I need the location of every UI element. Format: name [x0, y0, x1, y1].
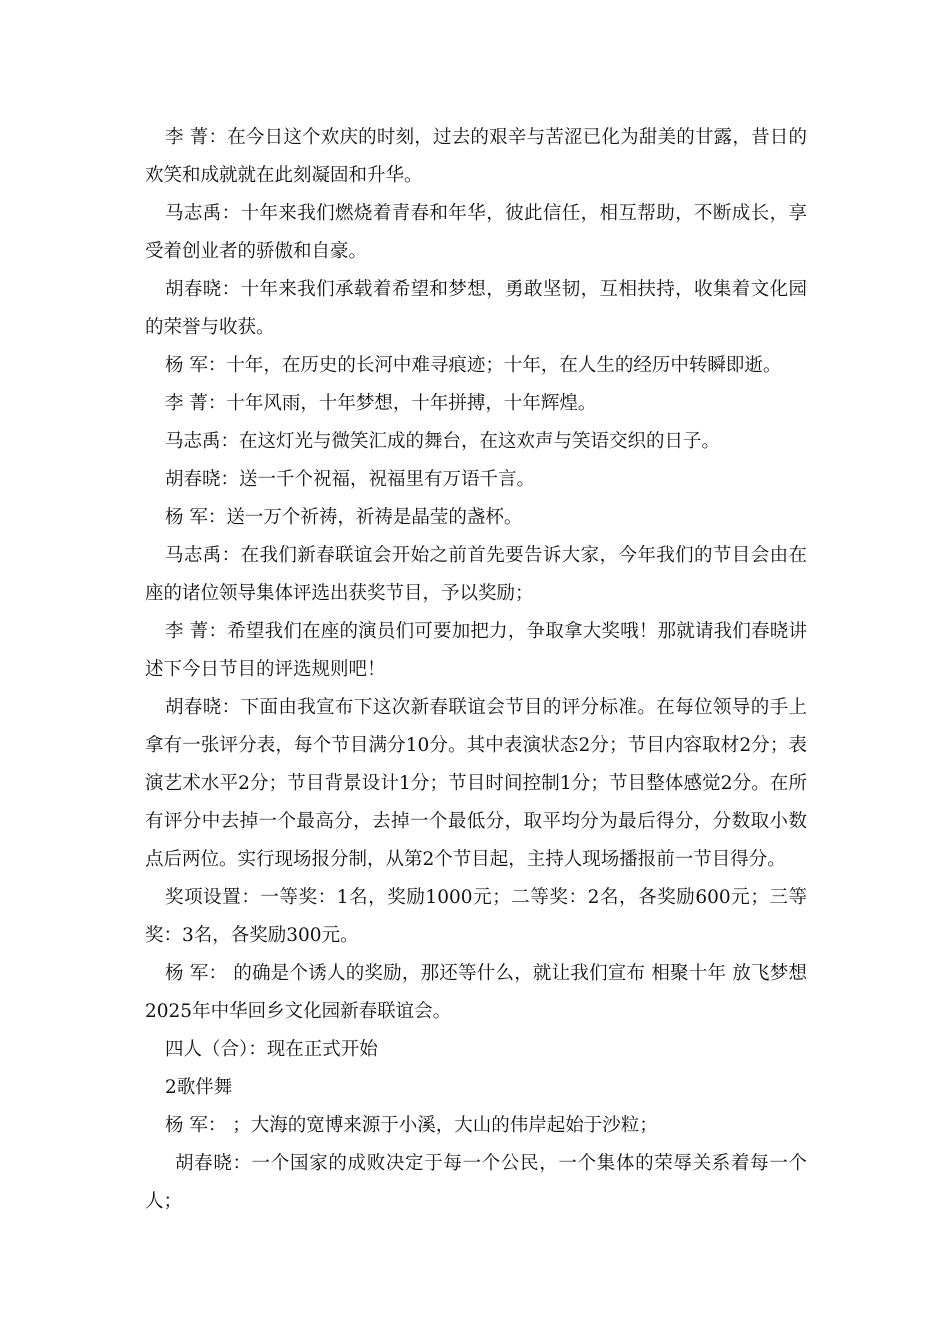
paragraph-ma-zhiyu-1: 马志禹：十年来我们燃烧着青春和年华，彼此信任，相互帮助，不断成长，享受着创业者的骄傲和自豪。: [145, 203, 807, 262]
paragraph-hu-chunxiao-3: 胡春晓：一个国家的成败决定于每一个公民，一个集体的荣辱关系着每一个人；: [145, 1153, 807, 1212]
paragraph-yang-jun-2: 杨 军：送一万个祈祷，祈祷是晶莹的盏杯。: [165, 507, 523, 528]
paragraph-hu-chunxiao-2: 胡春晓：送一千个祝福，祝福里有万语千言。: [165, 469, 536, 490]
paragraph-li-jing-1: 李 菁：在今日这个欢庆的时刻，过去的艰辛与苦涩已化为甜美的甘露，昔日的欢笑和成就就在此刻凝固和升华。: [145, 127, 807, 186]
paragraph-ma-zhiyu-3: 马志禹：在我们新春联谊会开始之前首先要告诉大家，今年我们的节目会由在座的诸位领导集体评选出获奖节目，予以奖励；: [145, 545, 807, 604]
paragraph-yang-jun-4: 杨 军： ；大海的宽博来源于小溪，大山的伟岸起始于沙粒；: [165, 1115, 658, 1136]
script-body: [145, 119, 807, 1221]
paragraph-award-settings: 奖项设置：一等奖：1名，奖励1000元；二等奖：2名，各奖励600元；三等奖：3名，各奖励300元。: [145, 887, 807, 946]
paragraph-four-together: 四人（合）：现在正式开始: [165, 1039, 378, 1060]
program-heading: 2歌伴舞: [165, 1077, 233, 1098]
paragraph-li-jing-2: 李 菁：十年风雨，十年梦想，十年拼搏，十年辉煌。: [165, 393, 597, 414]
paragraph-yang-jun-1: 杨 军：十年，在历史的长河中难寻痕迹；十年，在人生的经历中转瞬即逝。: [165, 355, 782, 376]
paragraph-ma-zhiyu-2: 马志禹：在这灯光与微笑汇成的舞台，在这欢声与笑语交织的日子。: [165, 431, 721, 452]
paragraph-hu-chunxiao-1: 胡春晓：十年来我们承载着希望和梦想，勇敢坚韧，互相扶持，收集着文化园的荣誉与收获。: [145, 279, 807, 338]
paragraph-scoring-rules: 胡春晓：下面由我宣布下这次新春联谊会节目的评分标准。在每位领导的手上拿有一张评分表，每个节目满分10分。其中表演状态2分；节目内容取材2分；表演艺术水平2分；节目背景设计1分；节目时间控制1分；节目整体感觉2分。在所有评分中去掉一个最高分，去掉一个最低分，取平均分为最后得分，分数取小数点后两位。实行现场报分制，从第2个节目起，主持人现场播报前一节目得分。: [145, 697, 807, 870]
paragraph-li-jing-3: 李 菁：希望我们在座的演员们可要加把力，争取拿大奖哦！那就请我们春晓讲述下今日节目的评选规则吧！: [145, 621, 807, 680]
paragraph-yang-jun-3: 杨 军： 的确是个诱人的奖励，那还等什么，就让我们宣布 相聚十年 放飞梦想 2025年中华回乡文化园新春联谊会。: [145, 963, 807, 1022]
